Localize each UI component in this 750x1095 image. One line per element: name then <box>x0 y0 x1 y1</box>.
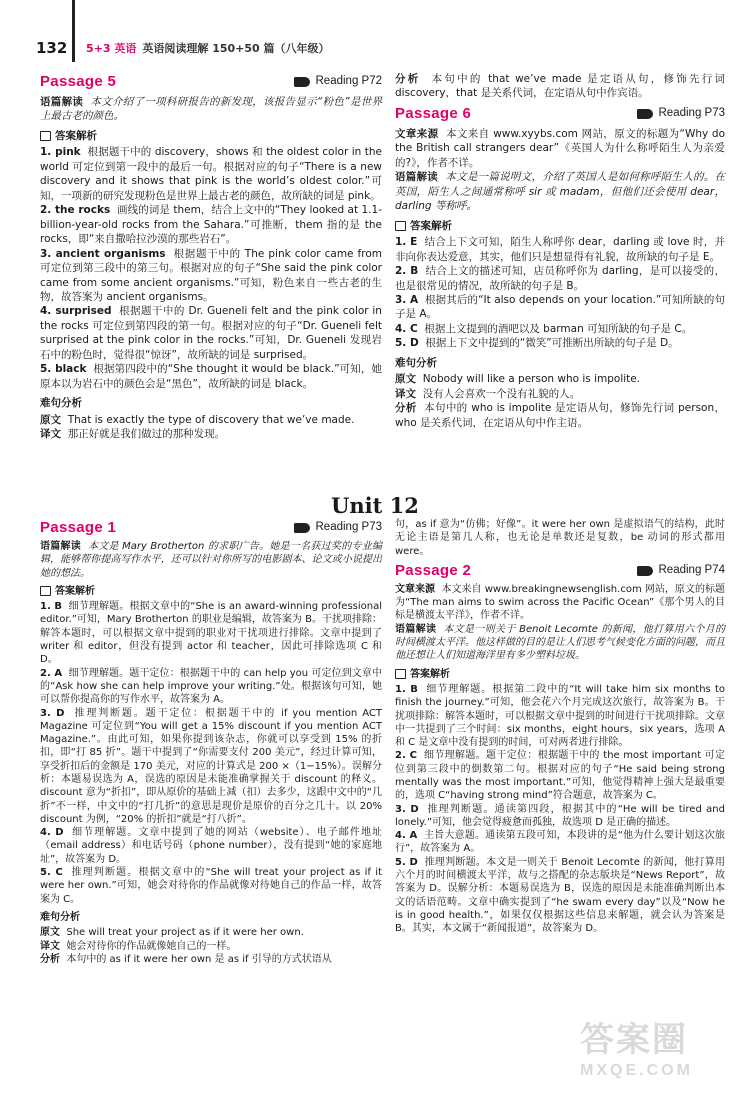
answer-item: 3. D 推理判断题。通读第四段，根据其中的“He will be tired and lonely.”可知，他会觉得疲惫而孤独，故选项 D 是正确的描述。 <box>395 803 725 828</box>
passage-heading <box>40 518 382 538</box>
passage1-section <box>40 518 382 966</box>
book-title <box>86 41 330 56</box>
answer-item: 5. D 推理判断题。本文是一则关于 Benoit Lecomte 的新闻，他打算用六个月的时间横渡太平洋，故与之搭配的杂志版块是“News Report”，故答案为 D。误解分析：本题易误选为 B，误选的原因是未能准确判断出本文的话语范畴。文章中确实提到了“he swam every day”以及“Now he is in good health.”，如果仅仅根据这些信息来解题，就会认为答案是 B。其实，本文属于“新闻报道”，故答案为 D。 <box>395 856 726 935</box>
answers-heading: 答案解析 <box>395 219 725 233</box>
original-sentence: 原文 She will treat your project as if it were her own. <box>40 927 304 939</box>
analysis: 分析 本句中的 who is impolite 是定语从句，修饰先行词 person，who 是关系代词，在定语从句中作主语。 <box>395 402 725 429</box>
book-subtitle: 英语阅读理解 150+50 篇（八年级） <box>142 42 330 55</box>
passage5-section <box>40 72 382 442</box>
reading-page-ref: Reading P74 <box>658 564 725 577</box>
passage-title: Passage 5 <box>40 73 117 90</box>
summary-paragraph: 语篇解读 本文是一则关于 Benoit Lecomte 的新闻，他打算用六个月的时间横渡太平洋。他这样做的目的是让人们思考气候变化方面的问题，而且他还想让人们知道海洋里有多少塑料垃圾。 <box>395 623 726 662</box>
answer-item: 2. the rocks 画线的词是 them，结合上文中的“They looked at 1.1-billion-year-old rocks from the Sahara.”可推断，them 指的是 the rocks，即“来自撒哈拉沙漠的那些岩石”。 <box>40 204 382 246</box>
passage-heading <box>395 561 725 581</box>
answer-item: 2. C 细节理解题。题干定位：根据题干中的 the most important 可定位到第三段中的倒数第二句。根据对应的句子“He said being strong mentally was the most important.”可知，他觉得精神上强大是最重要的，选项 C“having strong mind”符合题意，故答案为 C。 <box>395 750 725 802</box>
passage6-section <box>395 72 725 430</box>
watermark: 答案圈 MXQE.COM <box>580 1021 693 1079</box>
answer-item: 3. ancient organisms 根据题干中的 The pink color came from 可定位到第三段中的第三句。根据对应的句子“She said the pink color came from some ancient organisms.”可知，粉色来自一些古老的生物，故答案为 ancient organisms。 <box>40 247 382 303</box>
answer-item: 3. A 根据其后的“It also depends on your location.”可知所缺的句子是 A。 <box>395 293 725 321</box>
answer-item: 4. A 主旨大意题。通读第五段可知，本段讲的是“他为什么要计划这次旅行”，故答案为 A。 <box>395 830 725 855</box>
summary-paragraph: 语篇解读 本文介绍了一项科研报告的新发现，该报告显示“粉色”是世界上最古老的颜色。 <box>40 95 382 123</box>
page-header <box>0 0 750 62</box>
original-sentence: 原文 Nobody will like a person who is impolite. <box>395 373 641 386</box>
lock-icon <box>395 221 406 231</box>
lock-icon <box>40 586 51 596</box>
answer-item: 3. D 推理判断题。题干定位：根据题干中的 if you mention ACT Magazine 可定位到“You will get a 15% discount if you mention ACT Magazine.”。由此可知，如果你提到该杂志，你就可以享受到 15% 的折扣，即“打 85 折”。题干中提到了“你需要支付 200 美元”，经过计算可知，享受折扣后的金额是 170 美元，对应的计算式是 200 ×（1−15%）。误解分析：本题易误选为 A，误选的原因是未能准确掌握关于 discount 的释义。discount 意为“折扣”，即从原价的基础上减（扣）去多少，这跟中文中的“几折”不一样，中文中的“打几折”的意思是现价是原价的百分之几十。以 20% discount 为例，“20% 的折扣”就是“打八折”。 <box>40 707 383 825</box>
translation: 译文 她会对待你的作品就像她自己的一样。 <box>40 940 237 952</box>
unit-title: Unit 12 <box>331 493 419 518</box>
pointing-hand-icon <box>637 566 653 576</box>
translation: 译文 没有人会喜欢一个没有礼貌的人。 <box>395 387 581 400</box>
answer-item: 4. C 根据上文提到的酒吧以及 barman 可知所缺的句子是 C。 <box>395 322 693 335</box>
lock-icon <box>40 131 51 141</box>
passage-heading <box>40 72 382 93</box>
answer-item: 1. E 结合上下文可知，陌生人称呼你 dear，darling 或 love 时，并非向你表达爱意，其实，他们只是想显得有礼貌，故所缺的句子是 E。 <box>395 236 726 263</box>
pointing-hand-icon <box>637 109 653 119</box>
difficult-sentence-heading: 难句分析 <box>40 911 80 923</box>
answer-item: 2. B 结合上文的描述可知，店员称呼你为 darling，是可以接受的，也是很常见的情况，故所缺的句子是 B。 <box>395 265 725 292</box>
analysis-continued: 分析 本句中的 that we’ve made 是定语从句，修饰先行词 discovery，that 是关系代词，在定语从句中作宾语。 <box>395 73 725 100</box>
answer-item: 5. black 根据第四段中的“She thought it would be black.”可知，她原本以为岩石中的颜色会是“黑色”，故所缺的词是 black。 <box>40 363 383 390</box>
answer-item: 1. B 细节理解题。根据第二段中的“It will take him six months to finish the journey.”可知，他会花六个月完成这次旅行，故答案为 B。干扰项排除：解答本题时，可以根据文章中提到的时间进行干扰项排除。文章中一共提到了三个时间：six months，eight hours，six years，选项 A 和 C 是文章中没有提到的时间，可对两者进行排除。 <box>395 683 725 749</box>
lock-icon <box>395 669 406 679</box>
original-sentence: 原文 That is exactly the type of discovery that we’ve made. <box>40 413 355 426</box>
passage2-section <box>395 518 725 936</box>
passage-heading <box>395 104 725 125</box>
answer-item: 2. A 细节理解题。题干定位：根据题干中的 can help you 可定位到文章中的“Ask how she can help improve your writing.”处。根据该句可知，她可以帮你提高你的写作水平，故答案为 A。 <box>40 667 382 706</box>
analysis: 分析 本句中的 as if it were her own 是 as if 引导的方式状语从 <box>40 953 332 965</box>
reading-page-ref: Reading P73 <box>658 107 725 120</box>
analysis-continued: 句，as if 意为“仿佛；好像”。it were her own 是虚拟语气的结构，此时无论主语是第几人称，也无论是单数还是复数，be 动词的形式都用 were。 <box>395 519 725 557</box>
answers-heading: 答案解析 <box>395 668 725 681</box>
answer-item: 4. surprised 根据题干中的 Dr. Gueneli felt and the pink color in the rocks 可定位到第四段的第一句。根据对应的句子“Dr. Gueneli felt surprised at the pink color in the rocks.”可知，Dr. Gueneli 发现岩石中的粉色时，觉得很“惊讶”，故所缺的词是 surprised。 <box>40 305 382 361</box>
brand-name: 5+3 英语 <box>86 42 137 55</box>
pointing-hand-icon <box>294 77 310 87</box>
source-paragraph: 文章来源 本文来自 www.breakingnewsenglish.com 网站，原文的标题为“The man aims to swim across the Pacific Ocean”《那个男人的目标是横渡太平洋》，作者不详。 <box>395 583 726 622</box>
translation: 译文 那正好就是我们做过的那种发现。 <box>40 428 226 441</box>
summary-paragraph: 语篇解读 本文是一篇说明文，介绍了英国人是如何称呼陌生人的。在英国，陌生人之间通常称呼 sir 或 madam，但他们还会使用 dear，darling 等称呼。 <box>395 171 725 213</box>
answer-item: 5. C 推理判断题。根据文章中的“She will treat your project as if it were her own.”可知，她会对待你的作品就像对待她自己的作品一样，故答案为 C。 <box>40 867 383 905</box>
difficult-sentence-heading: 难句分析 <box>395 356 437 369</box>
answers-heading: 答案解析 <box>40 129 382 143</box>
summary-paragraph: 语篇解读 本文是 Mary Brotherton 的求职广告。她是一名获过奖的专业编辑，能够帮你提高写作水平，还可以针对你所写的电影剧本、论文或小说提出她的想法。 <box>40 540 383 579</box>
passage-title: Passage 2 <box>395 561 472 579</box>
passage-title: Passage 1 <box>40 519 117 536</box>
passage-title: Passage 6 <box>395 104 472 122</box>
reading-page-ref: Reading P73 <box>315 521 382 534</box>
answer-item: 5. D 根据上下文中提到的“微笑”可推断出所缺的句子是 D。 <box>395 337 679 350</box>
answer-item: 1. pink 根据题干中的 discovery，shows 和 the oldest color in the world 可定位到第一段中的最后一句。根据对应的句子“There is a new discovery and it shows that pink is the world’s oldest color.”可知，一项新的研究发现粉色是世界上最古老的颜色，故所缺的词是 pink。 <box>40 146 382 202</box>
header-rule <box>72 0 75 62</box>
answer-item: 4. D 细节理解题。文章中提到了她的网站（website）、电子邮件地址（email address）和电话号码（phone number），没有提到“她的家庭地址”，故答案为 D。 <box>40 827 383 865</box>
difficult-sentence-heading: 难句分析 <box>40 397 82 410</box>
answer-item: 1. B 细节理解题。根据文章中的“She is an award-winning professional editor.”可知，Mary Brotherton 的职业是编辑，故答案为 B。干扰项排除：解答本题时，可以根据文章中提到的职业对干扰项进行排除。文章中提到了 writer 和 editor，但没有提到 actor 和 teacher，因此可排除选项 C 和 D。 <box>40 601 382 666</box>
answers-heading: 答案解析 <box>40 585 382 598</box>
source-paragraph: 文章来源 本文来自 www.xyybs.com 网站，原文的标题为“Why do the British call strangers dear”《英国人为什么称呼陌生人为亲爱的?》，作者不详。 <box>395 127 726 169</box>
pointing-hand-icon <box>294 523 310 533</box>
reading-page-ref: Reading P72 <box>315 75 382 88</box>
page-number: 132 <box>36 39 68 57</box>
